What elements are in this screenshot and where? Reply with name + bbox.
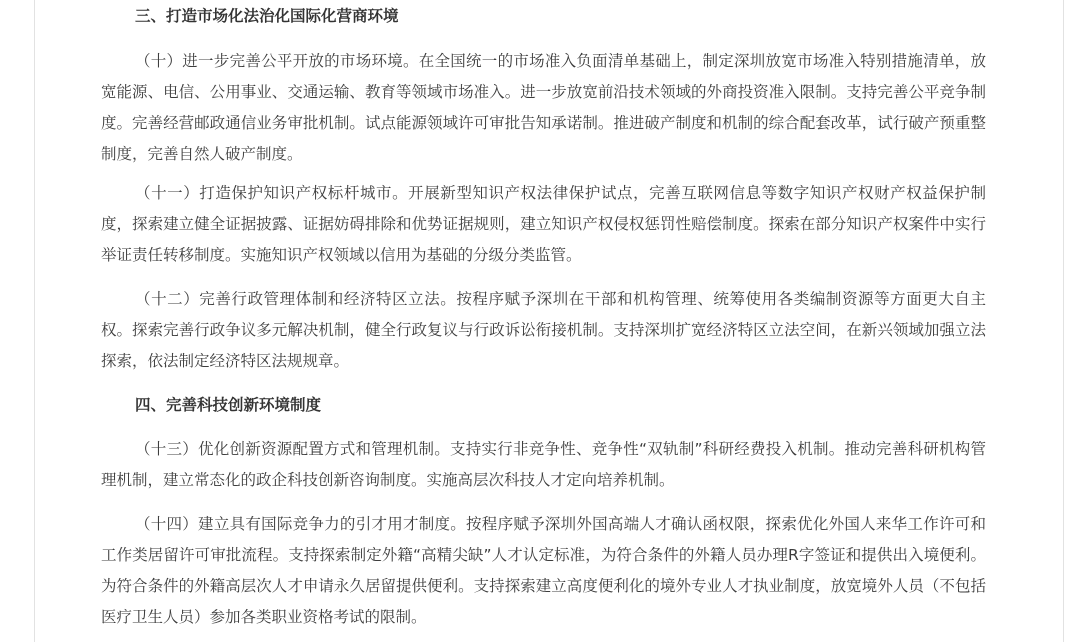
section-heading: 四、完善科技创新环境制度 [135, 396, 322, 414]
article-paragraph: （十一）打造保护知识产权标杆城市。开展新型知识产权法律保护试点，完善互联网信息等数字知识产权财产权益保护制度，探索建立健全证据披露、证据妨碍排除和优势证据规则，建立知识产权侵权惩罚性赔偿制度。探索在部分知识产权案件中实行举证责任转移制度。实施知识产权领域以信用为基础的分级分类监管。 [101, 184, 986, 264]
article-paragraph: （十四）建立具有国际竞争力的引才用才制度。按程序赋予深圳外国高端人才确认函权限，探索优化外国人来华工作许可和工作类居留许可审批流程。支持探索制定外籍“高精尖缺”人才认定标准，为符合条件的外籍人员办理R字签证和提供出入境便利。为符合条件的外籍高层次人才申请永久居留提供便利。支持探索建立高度便利化的境外专业人才执业制度，放宽境外人员（不包括医疗卫生人员）参加各类职业资格考试的限制。 [101, 515, 986, 626]
article-paragraph: （十二）完善行政管理体制和经济特区立法。按程序赋予深圳在干部和机构管理、统筹使用各类编制资源等方面更大自主权。探索完善行政争议多元解决机制，健全行政复议与行政诉讼衔接机制。支持深圳扩宽经济特区立法空间，在新兴领域加强立法探索，依法制定经济特区法规规章。 [101, 290, 986, 370]
article-paragraph: （十）进一步完善公平开放的市场环境。在全国统一的市场准入负面清单基础上，制定深圳放宽市场准入特别措施清单，放宽能源、电信、公用事业、交通运输、教育等领域市场准入。进一步放宽前沿技术领域的外商投资准入限制。支持完善公平竞争制度。完善经营邮政通信业务审批机制。试点能源领域许可审批告知承诺制。推进破产制度和机制的综合配套改革，试行破产预重整制度，完善自然人破产制度。 [101, 52, 986, 163]
article-paragraph: （十三）优化创新资源配置方式和管理机制。支持实行非竞争性、竞争性“双轨制”科研经费投入机制。推动完善科研机构管理机制，建立常态化的政企科技创新咨询制度。实施高层次科技人才定向培养机制。 [101, 440, 986, 489]
section-heading: 三、打造市场化法治化国际化营商环境 [135, 7, 399, 25]
